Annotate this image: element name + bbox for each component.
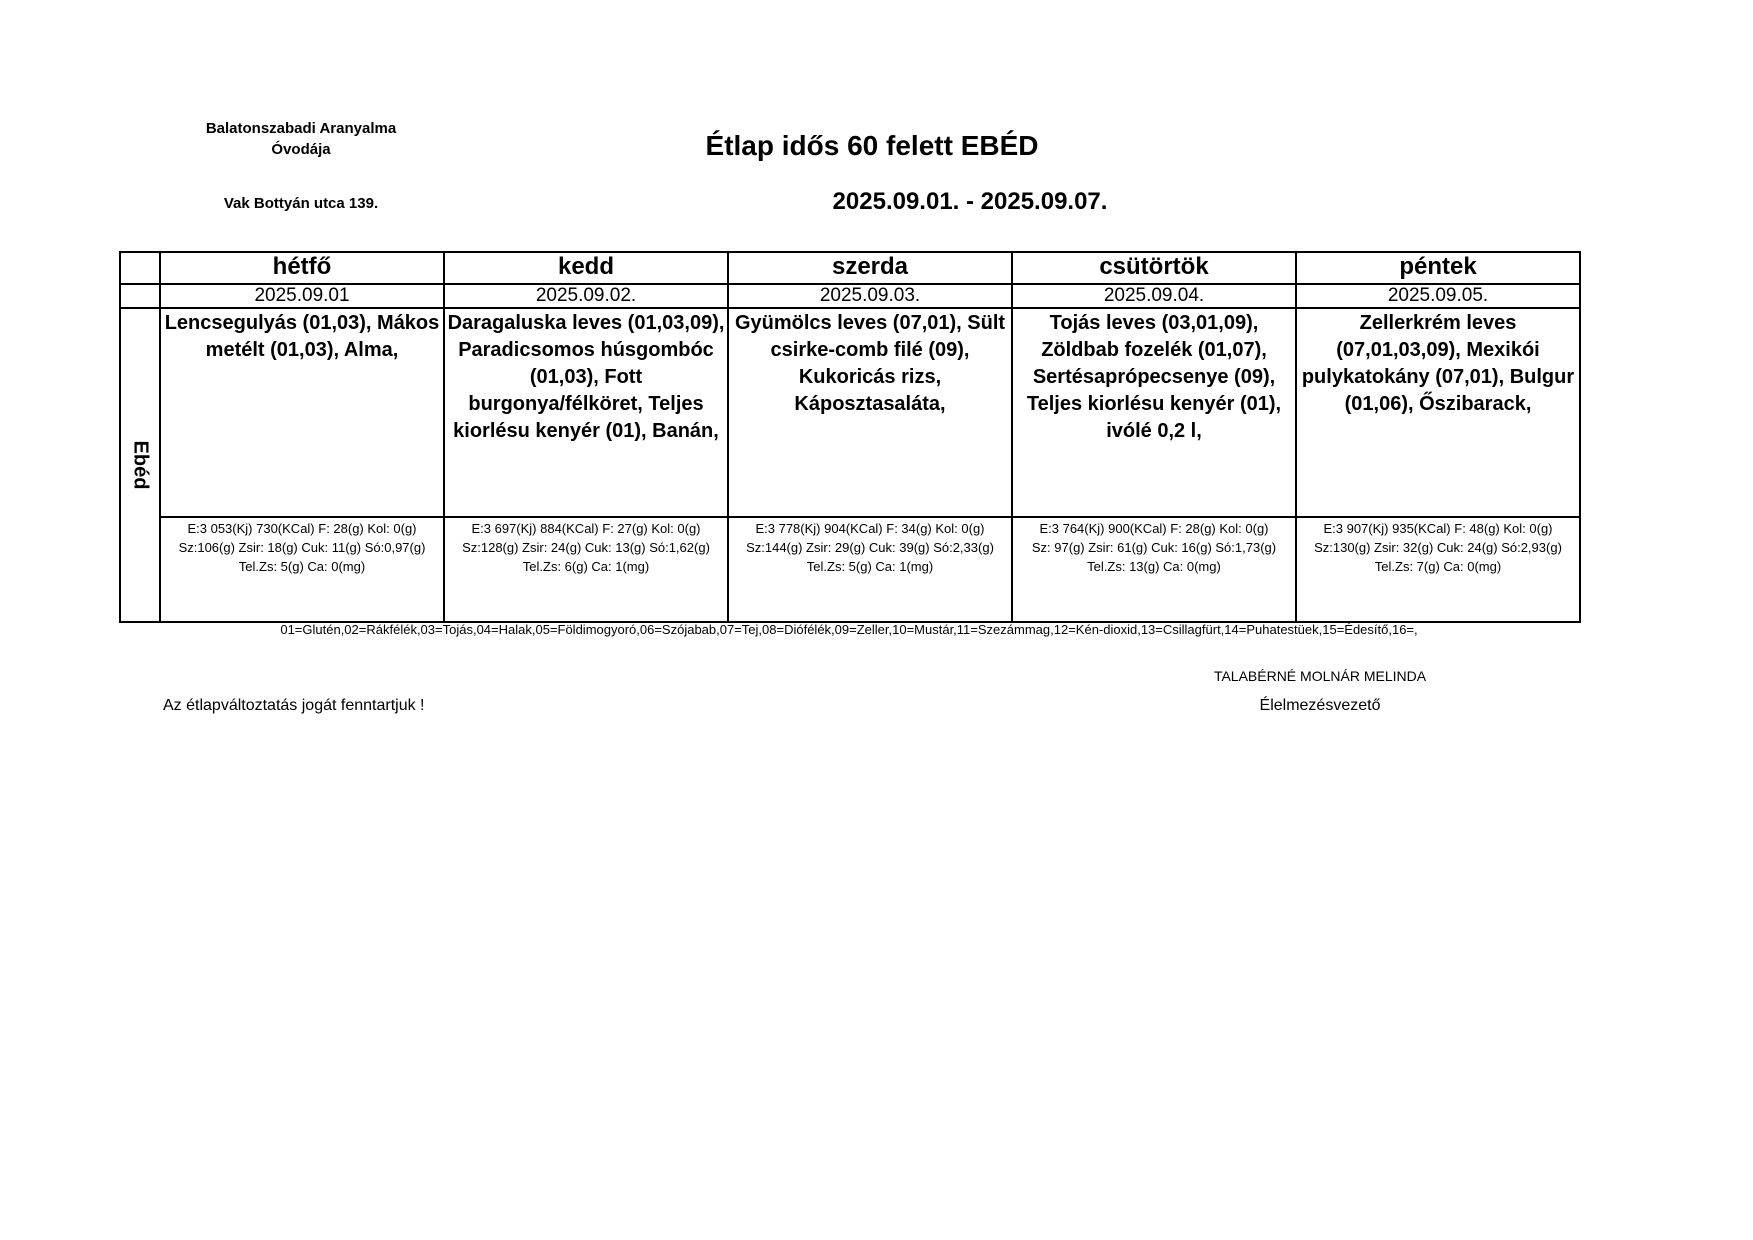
nutrition-tuesday (444, 517, 728, 622)
allergen-legend: 01=Glutén,02=Rákfélék,03=Tojás,04=Halak,05=Földimogyoró,06=Szójabab,07=Tej,08=Diófélék,09=Zeller,10=Mustár,11=Szezámmag,12=Kén-dioxid,13=Csillagfürt,14=Puhatestüek,15=Édesítő,16=, (280, 622, 1418, 637)
day-name-thursday: csütörtök (1012, 252, 1296, 284)
meal-label: Ebéd (129, 440, 152, 490)
nutrition-line: E:3 778(Kj) 904(KCal) F: 34(g) Kol: 0(g) (755, 521, 985, 536)
corner-cell (120, 252, 160, 284)
date-wednesday: 2025.09.03. (728, 284, 1012, 308)
day-name-tuesday: kedd (444, 252, 728, 284)
nutrition-thursday (1012, 517, 1296, 622)
nutrition-line: Tel.Zs: 5(g) Ca: 0(mg) (238, 559, 366, 574)
date-range: 2025.09.01. - 2025.09.07. (832, 188, 1108, 215)
food-tuesday: Daragaluska leves (01,03,09), Paradicsomos húsgombóc (01,03), Fott burgonya/félköret, Teljes kiorlésu kenyér (01), Banán, (444, 308, 728, 517)
nutrition-row (120, 517, 1580, 622)
day-name-wednesday: szerda (728, 252, 1012, 284)
page-title: Étlap idős 60 felett EBÉD (705, 130, 1039, 161)
food-wednesday: Gyümölcs leves (07,01), Sült csirke-comb filé (09), Kukoricás rizs, Káposztasaláta, (728, 308, 1012, 517)
nutrition-line: E:3 907(Kj) 935(KCal) F: 48(g) Kol: 0(g) (1323, 521, 1553, 536)
date-corner-cell (120, 284, 160, 308)
date-row (120, 284, 1580, 308)
nutrition-line: E:3 697(Kj) 884(KCal) F: 27(g) Kol: 0(g) (471, 521, 701, 536)
nutrition-line: Sz:128(g) Zsir: 24(g) Cuk: 13(g) Só:1,62(g) (462, 540, 710, 555)
nutrition-line: E:3 764(Kj) 900(KCal) F: 28(g) Kol: 0(g) (1039, 521, 1269, 536)
nutrition-line: Tel.Zs: 7(g) Ca: 0(mg) (1374, 559, 1502, 574)
nutrition-friday (1296, 517, 1580, 622)
food-friday: Zellerkrém leves (07,01,03,09), Mexikói pulykatokány (07,01), Bulgur (01,06), Őszibarack, (1296, 308, 1580, 517)
nutrition-line: E:3 053(Kj) 730(KCal) F: 28(g) Kol: 0(g) (187, 521, 417, 536)
nutrition-monday (160, 517, 444, 622)
nutrition-line: Tel.Zs: 5(g) Ca: 1(mg) (806, 559, 934, 574)
day-header-row (120, 252, 1580, 284)
date-monday: 2025.09.01 (160, 284, 444, 308)
nutrition-line: Sz:130(g) Zsir: 32(g) Cuk: 24(g) Só:2,93(g) (1314, 540, 1562, 555)
nutrition-line: Tel.Zs: 6(g) Ca: 1(mg) (522, 559, 650, 574)
menu-table (119, 251, 1581, 623)
nutrition-line: Tel.Zs: 13(g) Ca: 0(mg) (1087, 559, 1221, 574)
nutrition-wednesday (728, 517, 1012, 622)
date-thursday: 2025.09.04. (1012, 284, 1296, 308)
food-monday: Lencsegulyás (01,03), Mákos metélt (01,03), Alma, (160, 308, 444, 517)
date-tuesday: 2025.09.02. (444, 284, 728, 308)
organization-address: Vak Bottyán utca 139. (223, 195, 379, 212)
menu-change-notice: Az étlapváltoztatás jogát fenntartjuk ! (163, 697, 425, 714)
food-row (120, 308, 1580, 517)
nutrition-line: Sz:144(g) Zsir: 29(g) Cuk: 39(g) Só:2,33(g) (746, 540, 994, 555)
organization-name-line1: Balatonszabadi Aranyalma (205, 120, 397, 137)
organization-name-line2: Óvodája (271, 141, 331, 158)
day-name-friday: péntek (1296, 252, 1580, 284)
nutrition-line: Sz:106(g) Zsir: 18(g) Cuk: 11(g) Só:0,97(g) (178, 540, 426, 555)
day-name-monday: hétfő (160, 252, 444, 284)
meal-label-cell (120, 308, 160, 622)
nutrition-line: Sz: 97(g) Zsir: 61(g) Cuk: 16(g) Só:1,73(g) (1031, 540, 1277, 555)
organization-name (190, 118, 412, 160)
signer-name: TALABÉRNÉ MOLNÁR MELINDA (1213, 668, 1427, 684)
food-thursday: Tojás leves (03,01,09), Zöldbab fozelék (01,07), Sertésaprópecsenye (09), Teljes kiorlésu kenyér (01), ivólé 0,2 l, (1012, 308, 1296, 517)
signer-role: Élelmezésvezető (1259, 697, 1381, 714)
date-friday: 2025.09.05. (1296, 284, 1580, 308)
